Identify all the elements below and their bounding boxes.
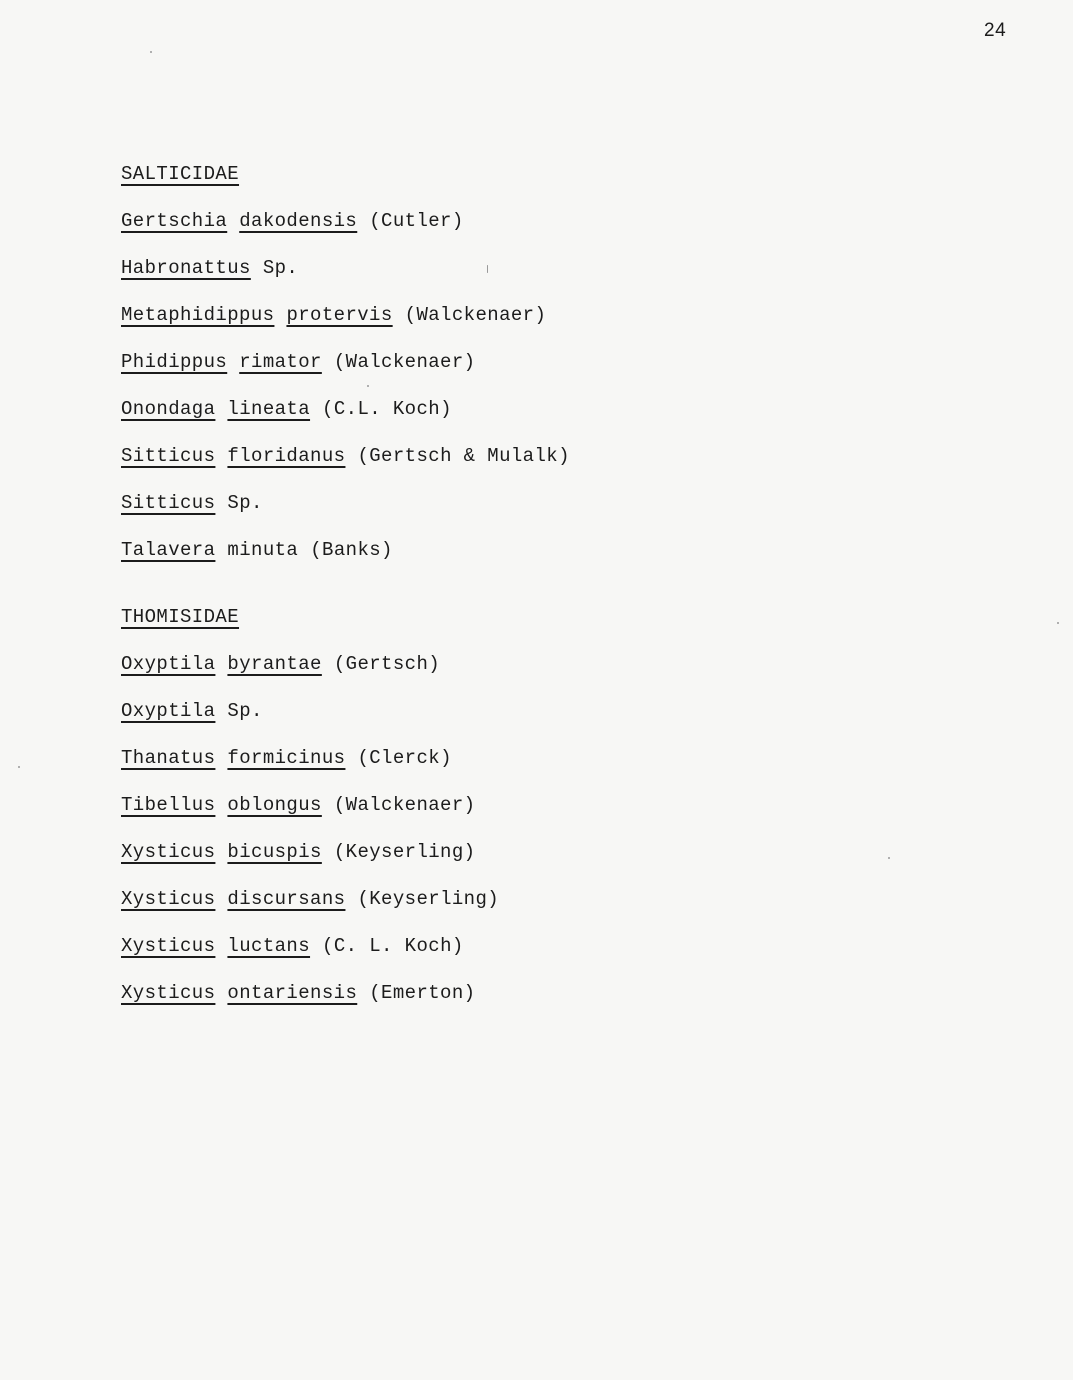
species-authority: (Keyserling): [333, 841, 476, 863]
species-entry: [121, 254, 570, 282]
species-authority: (C.L. Koch): [322, 398, 452, 420]
species-epithet: dakodensis: [239, 210, 358, 232]
section-heading: SALTICIDAE: [121, 163, 240, 185]
page-number: 24: [984, 20, 1007, 41]
species-list: [121, 650, 499, 1007]
genus-name: Oxyptila: [121, 653, 216, 675]
scan-speck: [487, 265, 488, 273]
species-entry: [121, 207, 570, 235]
scan-speck: [150, 51, 152, 53]
section-heading: THOMISIDAE: [121, 606, 240, 628]
species-entry: [121, 395, 570, 423]
species-epithet: rimator: [239, 351, 322, 373]
genus-name: Xysticus: [121, 841, 216, 863]
species-entry: [121, 536, 570, 564]
genus-name: Xysticus: [121, 935, 216, 957]
scan-speck: [888, 857, 890, 859]
genus-name: Habronattus: [121, 257, 251, 279]
genus-name: Onondaga: [121, 398, 216, 420]
species-entry: [121, 489, 570, 517]
species-epithet: protervis: [286, 304, 393, 326]
genus-name: Sitticus: [121, 492, 216, 514]
genus-name: Metaphidippus: [121, 304, 275, 326]
species-entry: [121, 979, 499, 1007]
species-entry: [121, 650, 499, 678]
species-epithet: minuta: [227, 539, 299, 561]
species-entry: [121, 744, 499, 772]
species-epithet: Sp.: [227, 700, 263, 722]
genus-name: Thanatus: [121, 747, 216, 769]
species-entry: [121, 697, 499, 725]
species-authority: (Gertsch): [333, 653, 441, 675]
species-entry: [121, 348, 570, 376]
species-authority: (C. L. Koch): [322, 935, 464, 957]
species-epithet: formicinus: [227, 747, 346, 769]
scan-speck: [367, 385, 369, 387]
species-entry: [121, 838, 499, 866]
scan-speck: [18, 766, 20, 768]
species-epithet: ontariensis: [227, 982, 358, 1004]
species-epithet: floridanus: [227, 445, 346, 467]
section-thomisidae: [121, 603, 499, 1026]
species-entry: [121, 442, 570, 470]
genus-name: Oxyptila: [121, 700, 216, 722]
species-epithet: bicuspis: [227, 841, 322, 863]
species-authority: (Banks): [310, 539, 393, 561]
species-epithet: oblongus: [227, 794, 322, 816]
species-authority: (Cutler): [369, 210, 464, 232]
species-epithet: discursans: [227, 888, 346, 910]
species-authority: (Walckenaer): [333, 351, 476, 373]
scan-speck: [1057, 622, 1059, 624]
species-epithet: Sp.: [262, 257, 299, 279]
genus-name: Gertschia: [121, 210, 228, 232]
species-list: [121, 207, 570, 564]
genus-name: Talavera: [121, 539, 216, 561]
species-epithet: byrantae: [227, 653, 322, 675]
species-entry: [121, 885, 499, 913]
species-authority: (Keyserling): [357, 888, 500, 910]
species-authority: (Gertsch & Mulalk): [357, 445, 570, 467]
species-entry: [121, 791, 499, 819]
genus-name: Xysticus: [121, 982, 216, 1004]
species-authority: (Walckenaer): [404, 304, 547, 326]
species-authority: (Walckenaer): [333, 794, 476, 816]
species-authority: (Emerton): [369, 982, 476, 1004]
species-authority: (Clerck): [357, 747, 452, 769]
species-epithet: Sp.: [227, 492, 263, 514]
genus-name: Phidippus: [121, 351, 228, 373]
species-entry: [121, 932, 499, 960]
species-epithet: luctans: [227, 935, 311, 957]
species-entry: [121, 301, 570, 329]
genus-name: Xysticus: [121, 888, 216, 910]
section-salticidae: [121, 160, 570, 583]
species-epithet: lineata: [227, 398, 311, 420]
genus-name: Tibellus: [121, 794, 216, 816]
genus-name: Sitticus: [121, 445, 216, 467]
